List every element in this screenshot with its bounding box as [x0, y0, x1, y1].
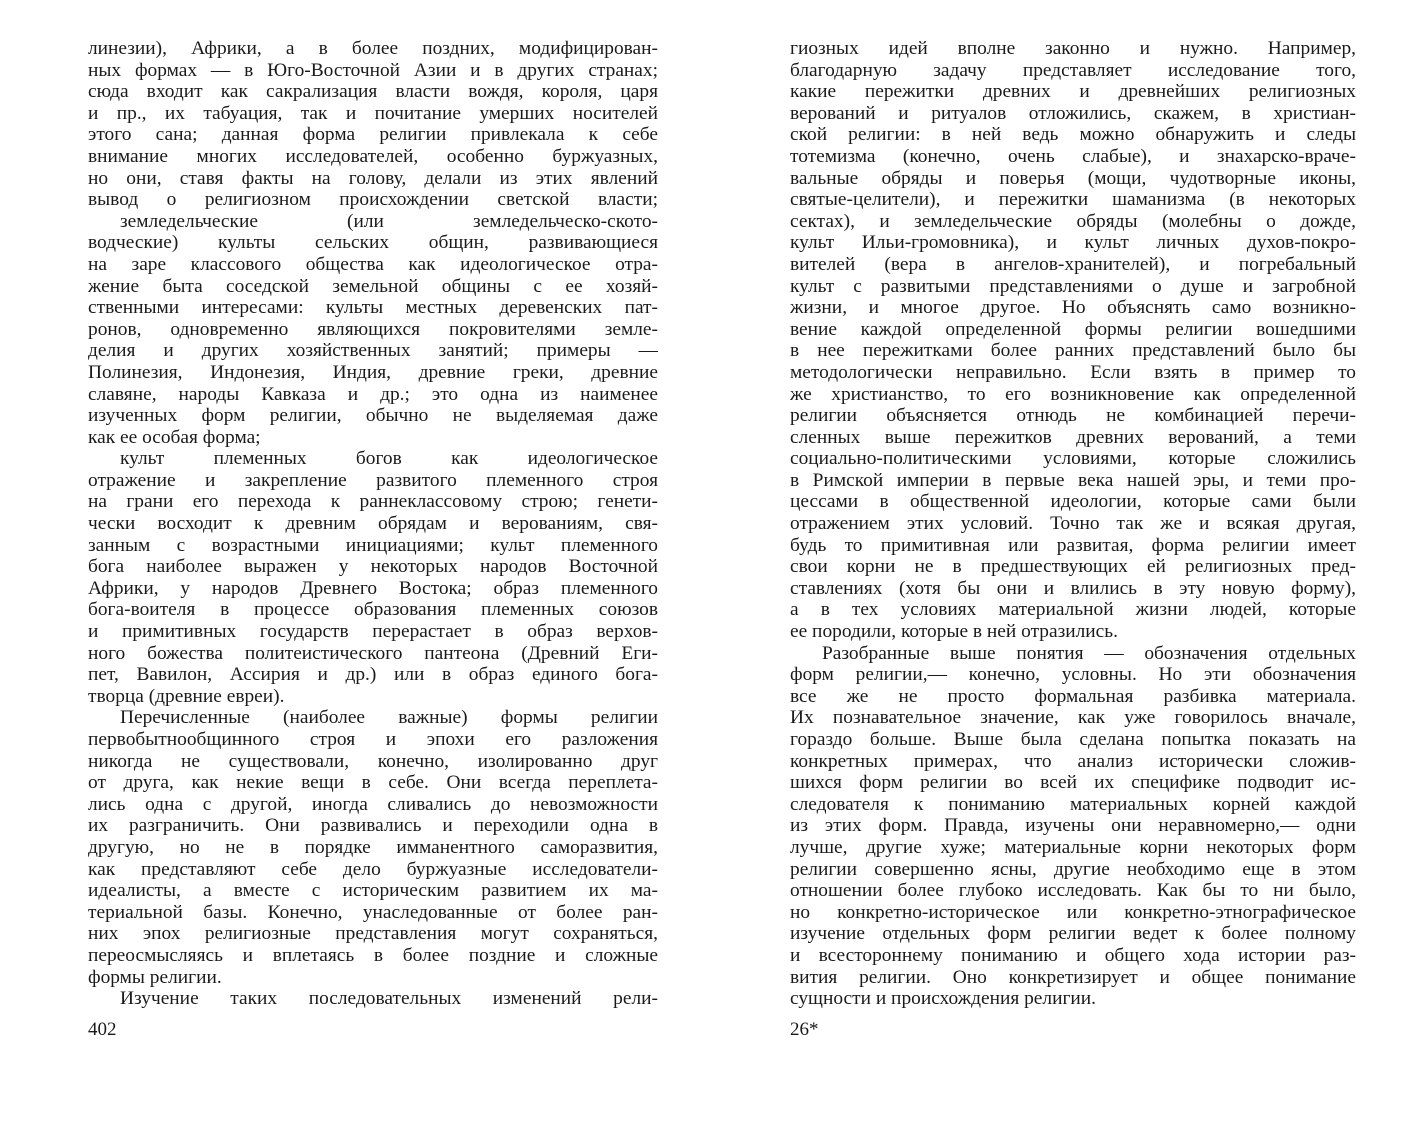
text-line: отражением этих условий. Точно так же и всякая другая,: [790, 513, 1356, 535]
text-line: гораздо больше. Выше была сделана попытка показать на: [790, 729, 1356, 750]
text-line: святые-целители), и пережитки шаманизма (в некоторых: [790, 189, 1356, 211]
text-line: Полинезия, Индонезия, Индия, древние греки, древние: [88, 361, 658, 383]
text-line: формы религии.: [88, 966, 222, 988]
text-line: делия и других хозяйственных занятий; примеры —: [88, 340, 658, 362]
text-line: культ с развитыми представлениями о душе и загробной: [790, 275, 1356, 297]
text-line: вителей (вера в ангелов-хранителей), и погребальный: [790, 253, 1356, 275]
text-line: лись одна с другой, иногда сливались до невозможности: [88, 793, 658, 815]
text-line: бога-воителя в процессе образования племенных союзов: [88, 599, 658, 621]
text-line: гиозных идей вполне законно и нужно. Например,: [790, 38, 1356, 59]
text-line: и примитивных государств перерастает в образ верхов-: [88, 621, 658, 643]
text-line: ных формах — в Юго-Восточной Азии и в других странах;: [88, 59, 658, 81]
text-line: на заре классового общества как идеологическое отра-: [88, 253, 658, 275]
text-line: вития религии. Оно конкретизирует и общее понимание: [790, 966, 1356, 988]
text-line: Африки, у народов Древнего Востока; образ племенного: [88, 577, 658, 599]
text-line: ронов, одновременно являющихся покровителями земле-: [88, 318, 658, 340]
text-line: как представляют себе дело буржуазные исследователи-: [88, 858, 658, 880]
text-line: изученных форм религии, обычно не выделяемая даже: [88, 405, 658, 427]
text-line: сущности и происхождения религии.: [790, 988, 1097, 1010]
text-line: чески восходит к древним обрядам и верованиям, свя-: [88, 513, 658, 535]
text-line: другую, но не в порядке имманентного саморазвития,: [88, 836, 658, 858]
text-line: творца (древние евреи).: [88, 685, 285, 707]
text-line: как ее особая форма;: [88, 426, 261, 448]
text-line: вение каждой определенной формы религии вошедшими: [790, 318, 1356, 340]
text-line: переосмысляясь и вплетаясь в более поздние и сложные: [88, 944, 658, 966]
text-line: отношении более глубоко исследовать. Как бы то ни было,: [790, 880, 1356, 902]
text-line: из этих форм. Правда, изучены они неравномерно,— одни: [790, 815, 1356, 837]
text-line: культ Ильи-громовника), и культ личных духов-покро-: [790, 232, 1356, 254]
text-line: земледельческие (или земледельческо-ското-: [120, 210, 658, 232]
text-line: методологически неправильно. Если взять в пример то: [790, 361, 1356, 383]
text-line: культ племенных богов как идеологическое: [120, 448, 658, 470]
text-line: религии объясняется отнюдь не комбинацией перечи-: [790, 405, 1356, 427]
text-line: конкретных примерах, что анализ исторически сложив-: [790, 750, 1356, 772]
text-line: но конкретно-историческое или конкретно-этнографическое: [790, 901, 1356, 923]
text-line: Разобранные выше понятия — обозначения отдельных: [822, 642, 1356, 664]
text-line: будь то примитивная или развитая, форма религии имеет: [790, 534, 1356, 556]
left-page-text: [88, 38, 658, 1010]
text-line: идеалисты, а вместе с историческим развитием их ма-: [88, 880, 658, 902]
text-line: них эпох религиозные представления могут сохраняться,: [88, 923, 658, 945]
text-line: сюда входит как сакрализация власти вождя, короля, царя: [88, 81, 658, 103]
text-line: ственными интересами: культы местных деревенских пат-: [88, 297, 658, 319]
text-line: жение быта соседской земельной общины с ее хозяй-: [88, 275, 658, 297]
text-line: следователя к пониманию материальных корней каждой: [790, 793, 1356, 815]
text-line: водческие) культы сельских общин, развивающиеся: [88, 232, 658, 254]
text-line: внимание многих исследователей, особенно буржуазных,: [88, 145, 658, 167]
text-line: Их познавательное значение, как уже говорилось вначале,: [790, 707, 1356, 729]
text-line: териальной базы. Конечно, унаследованные от более ран-: [88, 901, 658, 923]
text-line: форм религии,— конечно, условны. Но эти обозначения: [790, 664, 1356, 686]
text-line: социально-политическими условиями, которые сложились: [790, 448, 1356, 470]
text-line: а в тех условиях материальной жизни людей, которые: [790, 599, 1356, 621]
text-line: верований и ритуалов отложились, скажем, в христиан-: [790, 102, 1356, 124]
text-line: сленных выше пережитков древних верований, а теми: [790, 426, 1356, 448]
text-line: свои корни не в предшествующих ей религиозных пред-: [790, 556, 1356, 578]
left-page-number: 402: [88, 1019, 117, 1040]
text-line: никогда не существовали, конечно, изолированно друг: [88, 750, 658, 772]
text-line: от друга, как некие вещи в себе. Они всегда переплета-: [88, 772, 658, 794]
text-line: отражение и закрепление развитого племенного строя: [88, 469, 658, 491]
text-line: линезии), Африки, а в более поздних, модифицирован-: [88, 38, 658, 59]
text-line: какие пережитки древних и древнейших религиозных: [790, 81, 1356, 103]
text-line: благодарную задачу представляет исследование того,: [790, 59, 1356, 81]
text-line: вальные обряды и поверья (мощи, чудотворные иконы,: [790, 167, 1356, 189]
right-page-signature: 26*: [790, 1019, 819, 1040]
text-line: и пр., их табуация, так и почитание умерших носителей: [88, 102, 658, 124]
text-line: же христианство, то его возникновение как определенной: [790, 383, 1356, 405]
text-line: религии совершенно ясны, другие необходимо еще в этом: [790, 858, 1356, 880]
text-line: лучше, другие хуже; материальные корни некоторых форм: [790, 836, 1356, 858]
text-line: ного божества политеистического пантеона (Древний Еги-: [88, 642, 658, 664]
text-line: славяне, народы Кавказа и др.; это одна из наименее: [88, 383, 658, 405]
text-line: Изучение таких последовательных изменений рели-: [120, 988, 658, 1010]
text-line: в нее пережитками более ранних представлений было бы: [790, 340, 1356, 362]
text-line: их разграничить. Они развивались и переходили одна в: [88, 815, 658, 837]
right-page-text: [790, 38, 1356, 1010]
text-line: изучение отдельных форм религии ведет к более полному: [790, 923, 1356, 945]
text-line: этого сана; данная форма религии привлекала к себе: [88, 124, 658, 146]
text-line: и всестороннему пониманию и общего хода истории раз-: [790, 944, 1356, 966]
text-line: занным с возрастными инициациями; культ племенного: [88, 534, 658, 556]
text-line: сектах), и земледельческие обряды (молебны о дожде,: [790, 210, 1356, 232]
text-line: пет, Вавилон, Ассирия и др.) или в образ единого бога-: [88, 664, 658, 686]
text-line: тотемизма (конечно, очень слабые), и знахарско-враче-: [790, 145, 1356, 167]
text-line: Перечисленные (наиболее важные) формы религии: [120, 707, 658, 729]
text-line: ее породили, которые в ней отразились.: [790, 621, 1118, 643]
text-line: шихся форм религии во всей их специфике подводит ис-: [790, 772, 1356, 794]
text-line: вывод о религиозном происхождении светской власти;: [88, 189, 658, 211]
text-line: первобытнообщинного строя и эпохи его разложения: [88, 729, 658, 750]
text-line: но они, ставя факты на голову, делали из этих явлений: [88, 167, 658, 189]
text-line: все же не просто формальная разбивка материала.: [790, 685, 1356, 707]
text-line: ской религии: в ней ведь можно обнаружить и следы: [790, 124, 1356, 146]
text-line: ставлениях (хотя бы они и влились в эту новую форму),: [790, 577, 1356, 599]
text-line: цессами в общественной идеологии, которые сами были: [790, 491, 1356, 513]
text-line: на грани его перехода к раннеклассовому строю; генети-: [88, 491, 658, 513]
text-line: бога наиболее выражен у некоторых народов Восточной: [88, 556, 658, 578]
text-line: в Римской империи в первые века нашей эры, и теми про-: [790, 469, 1356, 491]
text-line: жизни, и многое другое. Но объяснять само возникно-: [790, 297, 1356, 319]
